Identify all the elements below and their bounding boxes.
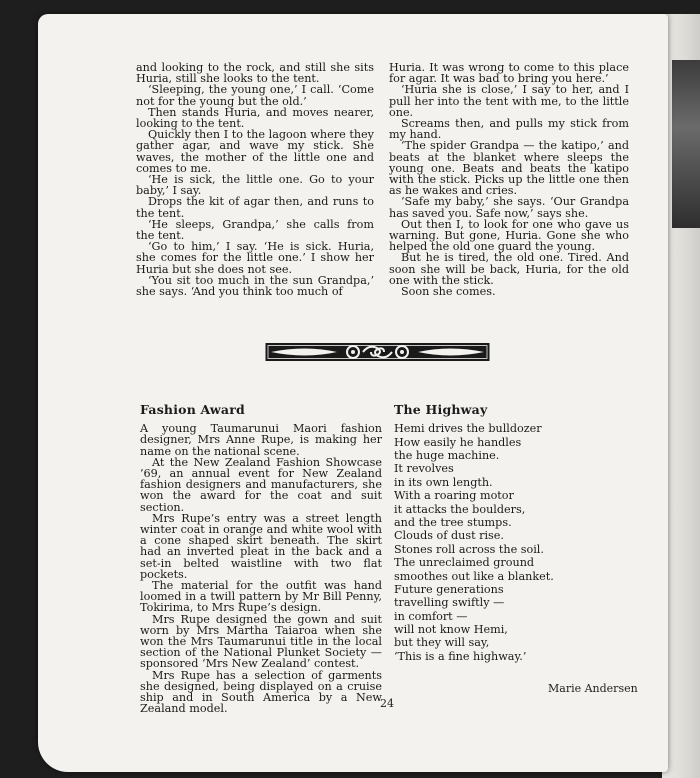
page-number: 24 — [380, 697, 394, 710]
story-paragraph: Huria. It was wrong to come to this place for agar. It was bad to bring you here.’ — [389, 61, 629, 86]
poem-line: With a roaring motor — [394, 489, 514, 503]
poem-line: smoothes out like a blanket. — [394, 569, 554, 583]
story-paragraph: and looking to the rock, and still she sits Huria, still she looks to the tent. — [136, 61, 374, 86]
story-paragraph: ‘Safe my baby,’ she says. ‘Our Grandpa has saved you. Safe now,’ says she. — [389, 195, 629, 220]
article-paragraph: Mrs Rupe designed the gown and suit worn by Mrs Martha Taiaroa when she won the Mrs Taumarunui title in the local section of the National Plunket Society — sponsored ‘Mrs New Zealand’ contest. — [140, 612, 382, 671]
article-paragraph: Mrs Rupe has a selection of garments she designed, being displayed on a cruise ship and in South America by a New Zealand model. — [140, 668, 382, 716]
story-column-right — [389, 62, 629, 297]
story-paragraph: ‘Go to him,’ I say. ‘He is sick. Huria, she comes for the little one.’ I show her Huria but she does not see. — [136, 240, 374, 276]
poem-line: in its own length. — [394, 475, 493, 489]
story-paragraph: ‘You sit too much in the sun Grandpa,’ she says. ‘And you think too much of — [136, 273, 374, 299]
story-paragraph: Then stands Huria, and moves nearer, looking to the tent. — [136, 105, 374, 131]
article-paragraph: Mrs Rupe’s entry was a street length winter coat in orange and white wool with a cone shaped skirt beneath. The skirt had an inverted pleat in the back and a set-in belted waistline with two flat pockets. — [140, 511, 382, 581]
poem-line: ‘This is a fine highway.’ — [394, 649, 527, 663]
story-paragraph: Soon she comes. — [401, 285, 496, 299]
facing-page-photo-edge — [672, 60, 700, 228]
story-paragraph: ‘He is sick, the little one. Go to your baby,’ I say. — [136, 173, 374, 198]
poem-line: It revolves — [394, 462, 454, 476]
poem-line: the huge machine. — [394, 448, 500, 462]
koru-scroll-ornament-icon — [265, 340, 490, 364]
article-paragraph: At the New Zealand Fashion Showcase ’69, an annual event for New Zealand fashion designers and manufacturers, she won the award for the coat and suit section. — [140, 455, 382, 514]
poem-line: Stones roll across the soil. — [394, 542, 544, 556]
poem-line: Future generations — [394, 582, 504, 596]
poem-line: Clouds of dust rise. — [394, 529, 504, 543]
poem-line: and the tree stumps. — [394, 515, 512, 529]
story-paragraph: Out then I, to look for one who gave us warning. But gone, Huria. Gone she who helped the old one guard the young. — [389, 217, 629, 254]
article-paragraph: The material for the outfit was hand loomed in a twill pattern by Mr Bill Penny, Tokirima, to Mrs Rupe’s design. — [140, 579, 382, 615]
fashion-award-article — [140, 404, 382, 714]
poem-author: Marie Andersen — [548, 682, 638, 695]
fashion-award-heading: Fashion Award — [140, 402, 245, 417]
poem-line: will not know Hemi, — [394, 623, 508, 637]
story-paragraph: ‘Sleeping, the young one,’ I call. ‘Come not for the young but the old.’ — [136, 83, 374, 108]
poem-line: How easily he handles — [394, 435, 522, 449]
poem-line: it attacks the boulders, — [394, 502, 526, 516]
poem-line: in comfort — — [394, 609, 468, 623]
highway-poem — [394, 404, 634, 664]
story-paragraph: Drops the kit of agar then, and runs to the tent. — [136, 195, 374, 220]
story-paragraph: Quickly then I to the lagoon where they gather agar, and wave my stick. She waves, the mother of the little one and comes to me. — [136, 128, 374, 175]
article-paragraph: A young Taumarunui Maori fashion designer, Mrs Anne Rupe, is making her name on the national scene. — [140, 422, 382, 458]
story-paragraph: ‘The spider Grandpa — the katipo,’ and beats at the blanket where sleeps the young one. Beats and beats the katipo with the stick. Picks up the little one then as he wakes and cries. — [389, 139, 629, 198]
story-paragraph: ‘He sleeps, Grandpa,’ she calls from the tent. — [136, 217, 374, 243]
poem-line: The unreclaimed ground — [394, 556, 535, 570]
story-paragraph: But he is tired, the old one. Tired. And soon she will be back, Huria, for the old one with the stick. — [389, 251, 629, 287]
story-paragraph: Screams then, and pulls my stick from my hand. — [389, 117, 629, 142]
story-paragraph: ‘Huria she is close,’ I say to her, and I pull her into the tent with me, to the little one. — [389, 83, 629, 119]
poem-line: Hemi drives the bulldozer — [394, 422, 542, 436]
poem-line: travelling swiftly — — [394, 596, 505, 610]
highway-poem-heading: The Highway — [394, 402, 488, 417]
story-column-left — [136, 62, 374, 297]
poem-line: but they will say, — [394, 636, 490, 650]
